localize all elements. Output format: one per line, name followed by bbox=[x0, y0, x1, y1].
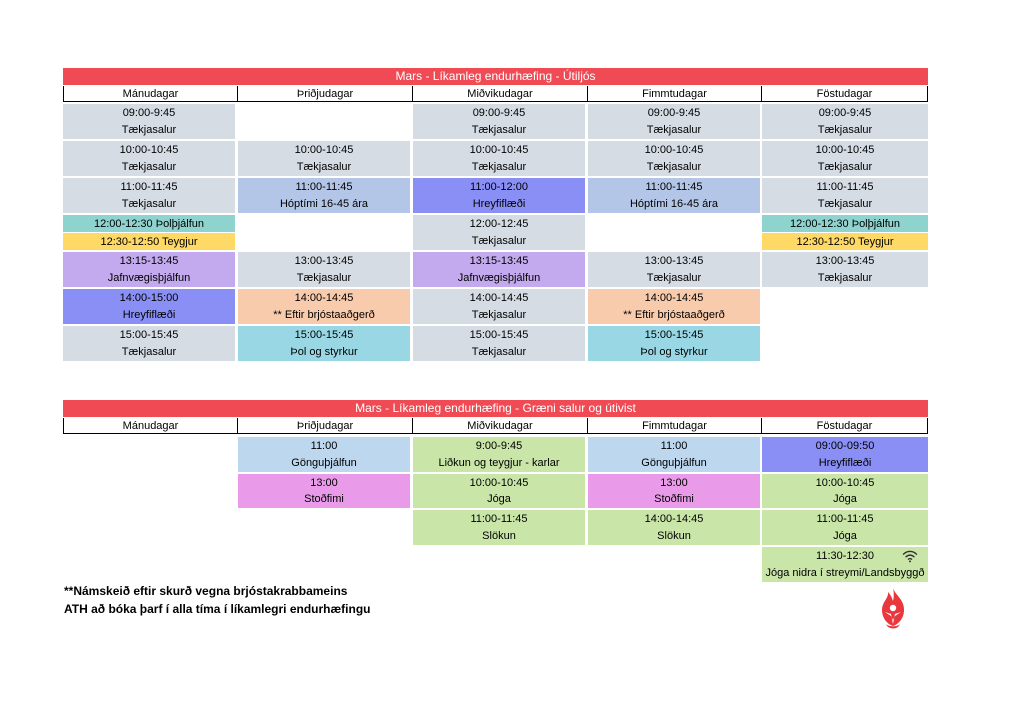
schedule-cell bbox=[588, 141, 760, 176]
schedule-cell bbox=[413, 437, 585, 472]
session-time: 09:00-09:50 bbox=[815, 440, 875, 453]
session-label: Gönguþjálfun bbox=[641, 456, 707, 469]
schedule-cell bbox=[413, 510, 585, 545]
session-label: Tækjasalur bbox=[817, 271, 873, 284]
wifi-icon bbox=[902, 549, 918, 563]
session-label: Hreyfiflæði bbox=[122, 308, 176, 321]
session-label: Stoðfimi bbox=[654, 493, 694, 505]
schedule-cell bbox=[588, 289, 760, 324]
session-label: Tækjasalur bbox=[646, 160, 702, 173]
session-time: 14:00-15:00 bbox=[119, 292, 179, 305]
session-time: 11:00-11:45 bbox=[120, 181, 178, 194]
schedule-cell bbox=[762, 104, 928, 139]
session-label: Liðkun og teygjur - karlar bbox=[438, 456, 560, 469]
table2-header-monday: Mánudagar bbox=[63, 418, 238, 434]
session-label: Jafnvægisþjálfun bbox=[107, 271, 191, 284]
schedule-cell bbox=[762, 252, 928, 287]
schedule-cell bbox=[588, 437, 760, 472]
session-time: 10:00-10:45 bbox=[815, 144, 875, 157]
table2-header-wednesday: Miðvikudagar bbox=[412, 418, 588, 434]
session-label: Jóga bbox=[833, 493, 857, 505]
table2-header-friday: Föstudagar bbox=[761, 418, 928, 434]
schedule-cell bbox=[762, 141, 928, 176]
session-time: 09:00-9:45 bbox=[818, 107, 872, 120]
session-time: 14:00-14:45 bbox=[644, 513, 704, 526]
session-label: Tækjasalur bbox=[646, 123, 702, 136]
schedule-cell bbox=[413, 326, 585, 361]
session-time: 13:00-13:45 bbox=[294, 255, 354, 268]
session-time: 11:00 bbox=[660, 440, 688, 453]
schedule-cell bbox=[588, 178, 760, 213]
schedule-cell bbox=[63, 252, 235, 287]
session-time: 14:00-14:45 bbox=[644, 292, 704, 305]
schedule-cell bbox=[413, 289, 585, 324]
session-time: 15:00-15:45 bbox=[294, 329, 354, 342]
session-time: 11:00-11:45 bbox=[816, 181, 874, 194]
schedule-cell bbox=[762, 437, 928, 472]
schedule-cell bbox=[63, 104, 235, 139]
session-label: ** Eftir brjóstaaðgerð bbox=[623, 308, 725, 321]
table2-header-thursday: Fimmtudagar bbox=[587, 418, 762, 434]
schedule-cell bbox=[238, 437, 410, 472]
schedule-cell bbox=[63, 215, 235, 232]
session-time: 12:00-12:45 bbox=[469, 218, 529, 231]
schedule-cell bbox=[588, 474, 760, 508]
table1-header-friday: Föstudagar bbox=[761, 86, 928, 102]
session-label: Jóga bbox=[833, 529, 857, 542]
session-label: Tækjasalur bbox=[471, 160, 527, 173]
session-time: 10:00-10:45 bbox=[469, 144, 529, 157]
session-label: Tækjasalur bbox=[471, 308, 527, 321]
schedule-cell bbox=[413, 215, 585, 250]
session-time: 11:00-12:00 bbox=[470, 181, 528, 194]
session-time: 10:00-10:45 bbox=[294, 144, 354, 157]
session-label: Stoðfimi bbox=[304, 493, 344, 505]
session-time: 13:00 bbox=[310, 477, 338, 489]
session-time: 11:00-11:45 bbox=[470, 513, 528, 526]
session-time: 15:00-15:45 bbox=[469, 329, 529, 342]
schedule-cell bbox=[63, 233, 235, 250]
booking-notice: ATH að bóka þarf í alla tíma í líkamlegri endurhæfingu bbox=[64, 602, 371, 616]
session-label: Tækjasalur bbox=[296, 160, 352, 173]
schedule-cell bbox=[588, 510, 760, 545]
schedule-cell bbox=[413, 252, 585, 287]
session-label: Jóga nidra í streymi/Landsbyggð bbox=[765, 566, 925, 579]
session-time: 11:00-11:45 bbox=[816, 513, 874, 526]
session-label: Tækjasalur bbox=[646, 271, 702, 284]
session-time: 13:15-13:45 bbox=[469, 255, 529, 268]
session-label: Slökun bbox=[482, 529, 516, 542]
session-time: 10:00-10:45 bbox=[469, 477, 529, 489]
session-label: Tækjasalur bbox=[296, 271, 352, 284]
session-label: Hóptími 16-45 ára bbox=[279, 197, 369, 210]
schedule-cell bbox=[588, 326, 760, 361]
session-label: Jóga bbox=[487, 493, 511, 505]
schedule-cell bbox=[238, 326, 410, 361]
session-time: 11:00-11:45 bbox=[645, 181, 703, 194]
session-label: Tækjasalur bbox=[471, 123, 527, 136]
schedule-cell bbox=[762, 233, 928, 250]
session-label: Þol og styrkur bbox=[290, 345, 358, 358]
session-time: 13:15-13:45 bbox=[119, 255, 179, 268]
session-time: 11:00 bbox=[310, 440, 338, 453]
session-text: 12:00-12:30 Þolþjálfun bbox=[789, 217, 901, 230]
session-label: Gönguþjálfun bbox=[291, 456, 357, 469]
session-time: 11:30-12:30 bbox=[816, 550, 874, 563]
session-label: Tækjasalur bbox=[121, 345, 177, 358]
session-label: Tækjasalur bbox=[471, 234, 527, 247]
session-label: Hóptími 16-45 ára bbox=[629, 197, 719, 210]
schedule-cell bbox=[238, 178, 410, 213]
schedule-cell bbox=[238, 252, 410, 287]
session-label: Tækjasalur bbox=[121, 197, 177, 210]
schedule-cell bbox=[762, 178, 928, 213]
schedule-cell bbox=[588, 252, 760, 287]
session-label: Hreyfiflæði bbox=[818, 456, 872, 469]
session-time: 10:00-10:45 bbox=[119, 144, 179, 157]
session-time: 14:00-14:45 bbox=[294, 292, 354, 305]
schedule-cell bbox=[762, 474, 928, 508]
session-time: 09:00-9:45 bbox=[122, 107, 176, 120]
schedule-cell bbox=[413, 104, 585, 139]
session-label: Tækjasalur bbox=[471, 345, 527, 358]
session-time: 11:00-11:45 bbox=[295, 181, 353, 194]
table2-title: Mars - Líkamleg endurhæfing - Græni salur og útivist bbox=[63, 400, 928, 417]
flame-person-icon bbox=[874, 586, 912, 632]
session-label: Tækjasalur bbox=[121, 160, 177, 173]
table1-header-monday: Mánudagar bbox=[63, 86, 238, 102]
session-label: ** Eftir brjóstaaðgerð bbox=[273, 308, 375, 321]
session-label: Tækjasalur bbox=[817, 160, 873, 173]
session-time: 13:00-13:45 bbox=[644, 255, 704, 268]
schedule-cell bbox=[238, 474, 410, 508]
session-label: Hreyfiflæði bbox=[472, 197, 526, 210]
session-time: 15:00-15:45 bbox=[644, 329, 704, 342]
footnote-surgery: **Námskeið eftir skurð vegna brjóstakrabbameins bbox=[64, 584, 348, 598]
session-time: 10:00-10:45 bbox=[644, 144, 704, 157]
session-label: Tækjasalur bbox=[817, 123, 873, 136]
session-time: 14:00-14:45 bbox=[469, 292, 529, 305]
schedule-cell bbox=[63, 178, 235, 213]
session-time: 09:00-9:45 bbox=[647, 107, 701, 120]
session-text: 12:00-12:30 Þolþjálfun bbox=[93, 217, 205, 230]
session-time: 09:00-9:45 bbox=[472, 107, 526, 120]
table1-title: Mars - Líkamleg endurhæfing - Útiljós bbox=[63, 68, 928, 85]
session-label: Tækjasalur bbox=[817, 197, 873, 210]
session-time: 15:00-15:45 bbox=[119, 329, 179, 342]
session-label: Tækjasalur bbox=[121, 123, 177, 136]
table1-header-wednesday: Miðvikudagar bbox=[412, 86, 588, 102]
session-time: 13:00 bbox=[660, 477, 688, 489]
session-time: 13:00-13:45 bbox=[815, 255, 875, 268]
session-time: 10:00-10:45 bbox=[815, 477, 875, 489]
schedule-cell bbox=[63, 326, 235, 361]
schedule-cell bbox=[413, 178, 585, 213]
schedule-cell bbox=[588, 104, 760, 139]
session-time: 9:00-9:45 bbox=[475, 440, 523, 453]
session-label: Jafnvægisþjálfun bbox=[457, 271, 541, 284]
schedule-cell bbox=[413, 141, 585, 176]
schedule-cell bbox=[238, 141, 410, 176]
table1-header-tuesday: Þriðjudagar bbox=[237, 86, 413, 102]
schedule-cell bbox=[238, 289, 410, 324]
session-label: Slökun bbox=[657, 529, 691, 542]
session-text: 12:30-12:50 Teygjur bbox=[796, 235, 894, 248]
session-label: Þol og styrkur bbox=[640, 345, 708, 358]
table2-header-tuesday: Þriðjudagar bbox=[237, 418, 413, 434]
schedule-cell bbox=[762, 510, 928, 545]
schedule-cell bbox=[413, 474, 585, 508]
schedule-cell bbox=[762, 215, 928, 232]
table1-header-thursday: Fimmtudagar bbox=[587, 86, 762, 102]
schedule-cell bbox=[63, 289, 235, 324]
schedule-cell bbox=[63, 141, 235, 176]
session-text: 12:30-12:50 Teygjur bbox=[100, 235, 198, 248]
